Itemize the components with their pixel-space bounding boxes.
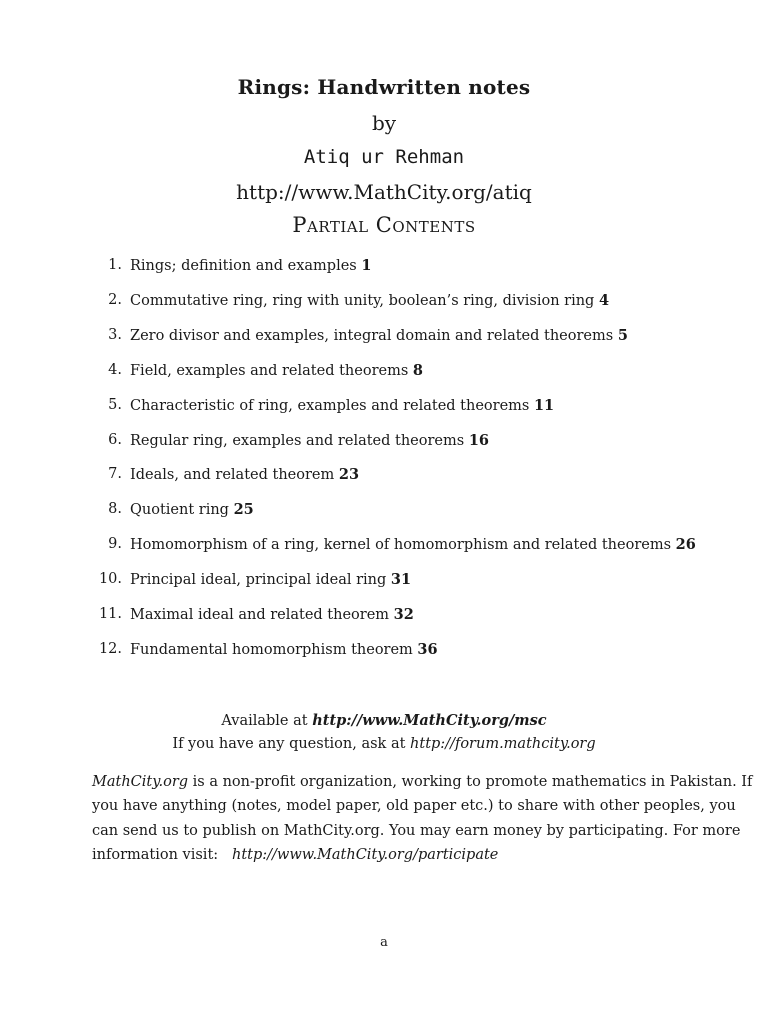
contents-item-page: 32 xyxy=(393,606,414,623)
about-line xyxy=(92,843,698,867)
contents-item-page: 23 xyxy=(338,466,360,484)
contents-item-entry xyxy=(130,362,423,379)
contents-item-label: Quotient ring xyxy=(130,502,229,519)
about-line-text: information visit: xyxy=(92,846,219,863)
contents-item-number: 3. xyxy=(108,326,122,343)
contents-item-number: 2. xyxy=(108,291,122,308)
contents-item-entry xyxy=(130,501,254,518)
question-prefix: If you have any question, ask at xyxy=(172,736,406,752)
contents-item-number: 1. xyxy=(108,257,122,273)
contents-item-label: Characteristic of ring, examples and related theorems xyxy=(130,397,530,414)
contents-item-number: 11. xyxy=(98,606,122,622)
contents-item-page: 4 xyxy=(598,291,610,309)
contents-item-number: 5. xyxy=(108,396,122,413)
about-line: you have anything (notes, model paper, old paper etc.) to share with other peoples, you xyxy=(92,798,736,815)
contents-item-label: Ideals, and related theorem xyxy=(130,467,335,484)
contents-item-entry xyxy=(130,292,609,309)
contents-heading: Partial Contents xyxy=(292,213,476,237)
participate-link[interactable]: http://www.MathCity.org/participate xyxy=(232,846,499,863)
contents-item-entry xyxy=(130,432,489,449)
contents-item-page: 16 xyxy=(468,431,489,449)
author-url[interactable]: http://www.MathCity.org/atiq xyxy=(236,180,532,204)
question-line xyxy=(0,736,768,752)
contents-item-number: 10. xyxy=(98,571,122,588)
document-title: Rings: Handwritten notes xyxy=(237,75,531,99)
contents-item-number: 12. xyxy=(98,640,122,657)
contents-item-number: 9. xyxy=(108,536,122,553)
contents-item-label: Rings; definition and examples xyxy=(130,258,357,274)
author-name: Atiq ur Rehman xyxy=(303,146,465,168)
contents-item-number: 4. xyxy=(108,361,122,378)
contents-item-entry xyxy=(130,466,359,483)
contents-item-page: 11 xyxy=(533,396,555,414)
contents-item-page: 26 xyxy=(675,536,696,554)
contents-item-page: 31 xyxy=(390,571,412,589)
contents-item-number: 8. xyxy=(108,501,122,518)
contents-item-entry xyxy=(130,536,696,553)
contents-item-entry xyxy=(130,571,411,588)
availability-line xyxy=(0,712,768,729)
contents-item-entry xyxy=(130,327,628,344)
about-line: can send us to publish on MathCity.org. You may earn money by participating. For more xyxy=(92,822,741,839)
contents-item-label: Principal ideal, principal ideal ring xyxy=(130,572,387,589)
contents-item-page: 8 xyxy=(412,361,423,379)
available-link[interactable]: http://www.MathCity.org/msc xyxy=(312,712,547,729)
contents-item-number: 6. xyxy=(108,431,122,448)
contents-item-label: Homomorphism of a ring, kernel of homomorphism and related theorems xyxy=(130,537,672,554)
contents-item-page: 25 xyxy=(233,501,254,519)
byline: by xyxy=(371,111,397,135)
contents-item-label: Zero divisor and examples, integral domain and related theorems xyxy=(130,327,614,344)
contents-item-label: Maximal ideal and related theorem xyxy=(130,607,390,623)
contents-item-number: 7. xyxy=(108,466,122,483)
about-line-text: is a non-profit organization, working to promote mathematics in Pakistan. If xyxy=(192,774,753,790)
contents-item-label: Field, examples and related theorems xyxy=(130,362,409,379)
contents-item-entry xyxy=(130,641,438,658)
contents-item-label: Fundamental homomorphism theorem xyxy=(130,641,413,658)
contents-item-page: 5 xyxy=(617,326,628,344)
contents-item-page: 1 xyxy=(361,257,372,274)
contents-item-entry xyxy=(130,257,371,274)
contents-item-entry xyxy=(130,606,414,623)
about-line xyxy=(92,770,753,794)
org-name: MathCity.org xyxy=(92,774,189,790)
contents-item-label: Regular ring, examples and related theorems xyxy=(130,432,465,449)
contents-item-label: Commutative ring, ring with unity, boolean’s ring, division ring xyxy=(130,292,595,309)
page-mark: a xyxy=(380,935,388,950)
contents-item-page: 36 xyxy=(417,640,438,658)
forum-link[interactable]: http://forum.mathcity.org xyxy=(410,736,596,752)
contents-item-entry xyxy=(130,397,554,414)
about-paragraph xyxy=(92,770,753,867)
available-prefix: Available at xyxy=(221,713,308,729)
